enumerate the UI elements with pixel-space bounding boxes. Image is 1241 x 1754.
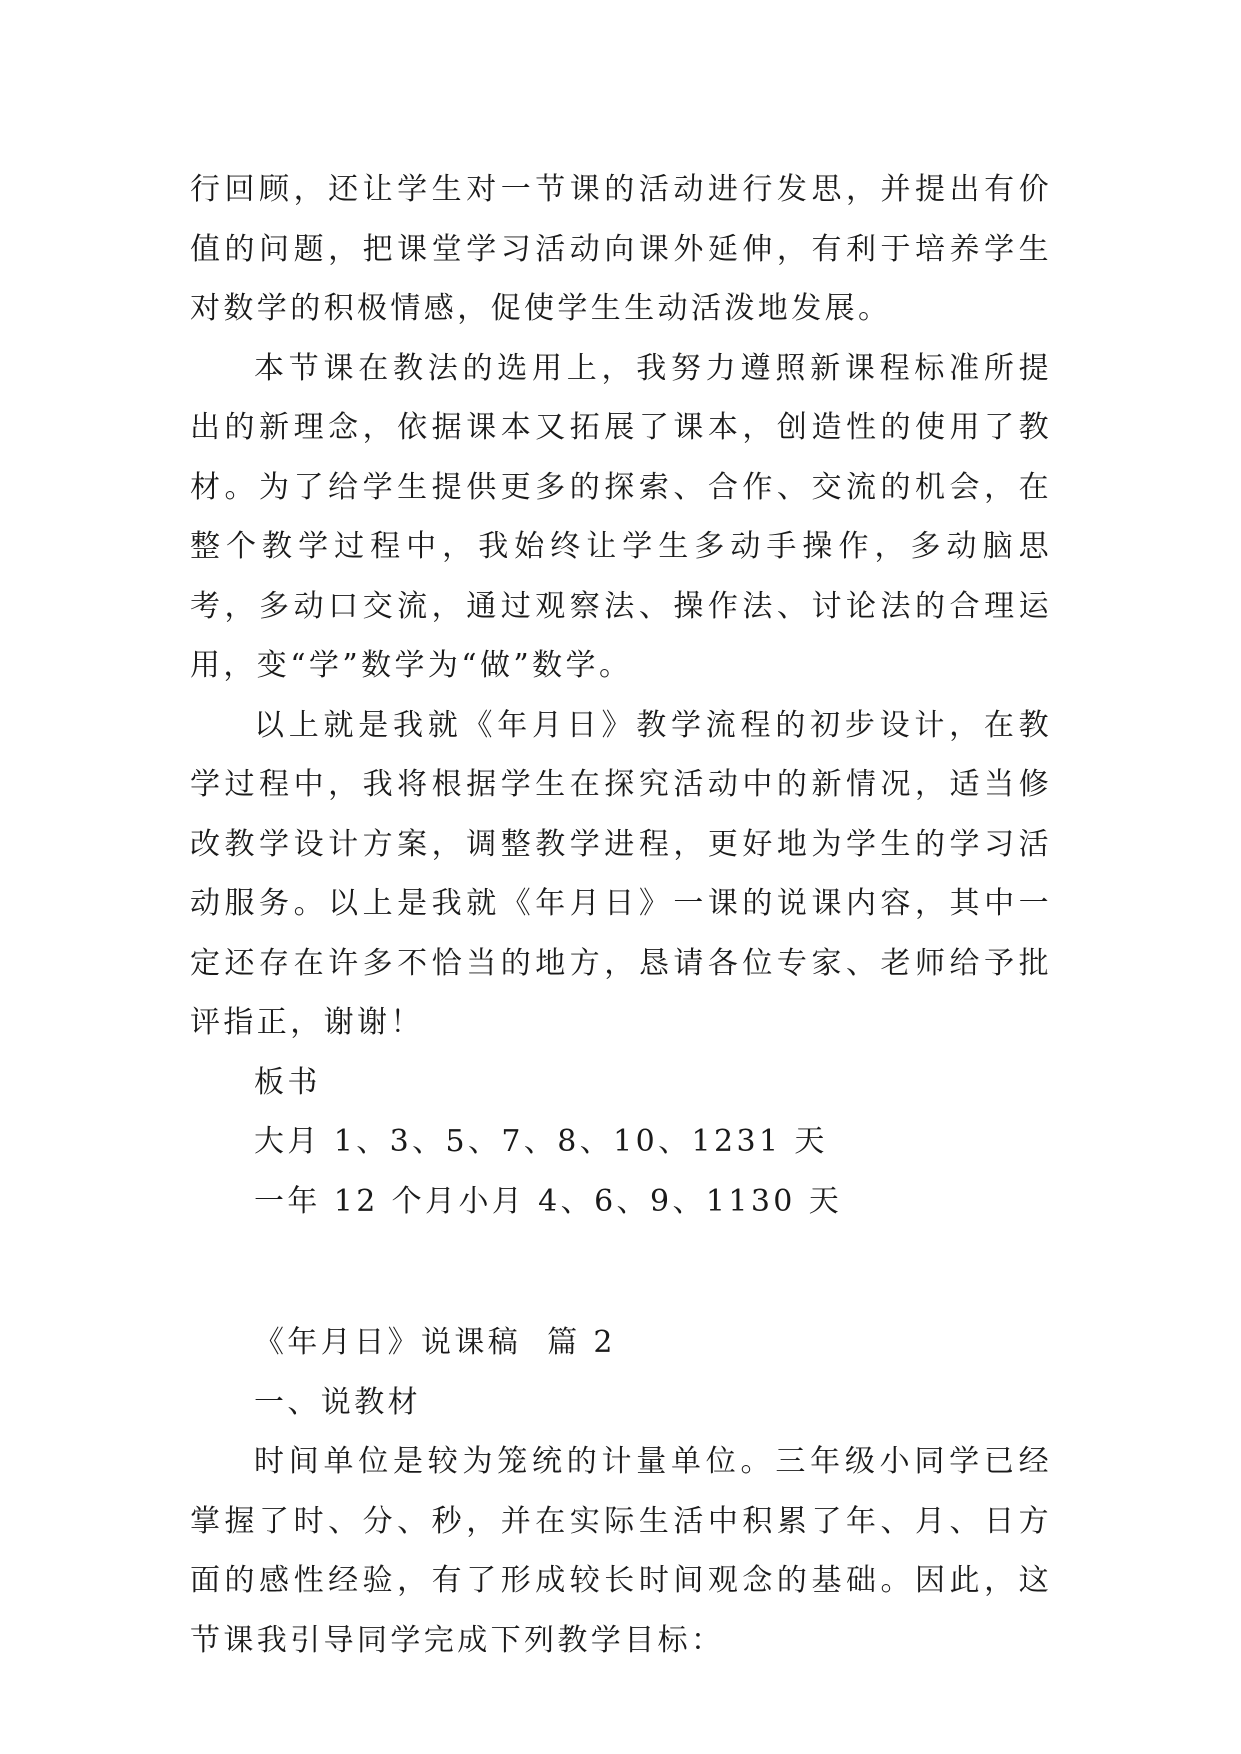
section2-subheading: 一、说教材 bbox=[254, 1384, 421, 1420]
paragraph-teaching-method: 本节课在教法的选用上，我努力遵照新课程标准所提出的新理念，依据课本又拓展了课本，创造性的使用了教材。为了给学生提供更多的探索、合作、交流的机会，在整个教学过程中，我始终让学生多动手操作，多动脑思考，多动口交流，通过观察法、操作法、讨论法的合理运用，变“学”数学为“做”数学。 bbox=[190, 350, 1052, 683]
document-page bbox=[190, 160, 1052, 1670]
paragraph-conclusion: 以上就是我就《年月日》教学流程的初步设计，在教学过程中，我将根据学生在探究活动中的新情况，适当修改教学设计方案，调整教学进程，更好地为学生的学习活动服务。以上是我就《年月日》一课的说课内容，其中一定还存在许多不恰当的地方，恳请各位专家、老师给予批评指正，谢谢！ bbox=[190, 707, 1052, 1040]
section2-paragraph: 时间单位是较为笼统的计量单位。三年级小同学已经掌握了时、分、秒，并在实际生活中积累了年、月、日方面的感性经验，有了形成较长时间观念的基础。因此，这节课我引导同学完成下列教学目标： bbox=[190, 1444, 1052, 1658]
board-title: 板书 bbox=[254, 1064, 321, 1100]
board-line-small-months: 一年 12 个月小月 4、6、9、1130 天 bbox=[254, 1183, 843, 1219]
section2-heading: 《年月日》说课稿 篇 2 bbox=[254, 1325, 616, 1360]
paragraph-continuation: 行回顾，还让学生对一节课的活动进行发思，并提出有价值的问题，把课堂学习活动向课外延伸，有利于培养学生对数学的积极情感，促使学生生动活泼地发展。 bbox=[190, 172, 1052, 326]
section-gap bbox=[190, 1231, 1052, 1313]
board-line-big-months: 大月 1、3、5、7、8、10、1231 天 bbox=[254, 1124, 828, 1159]
